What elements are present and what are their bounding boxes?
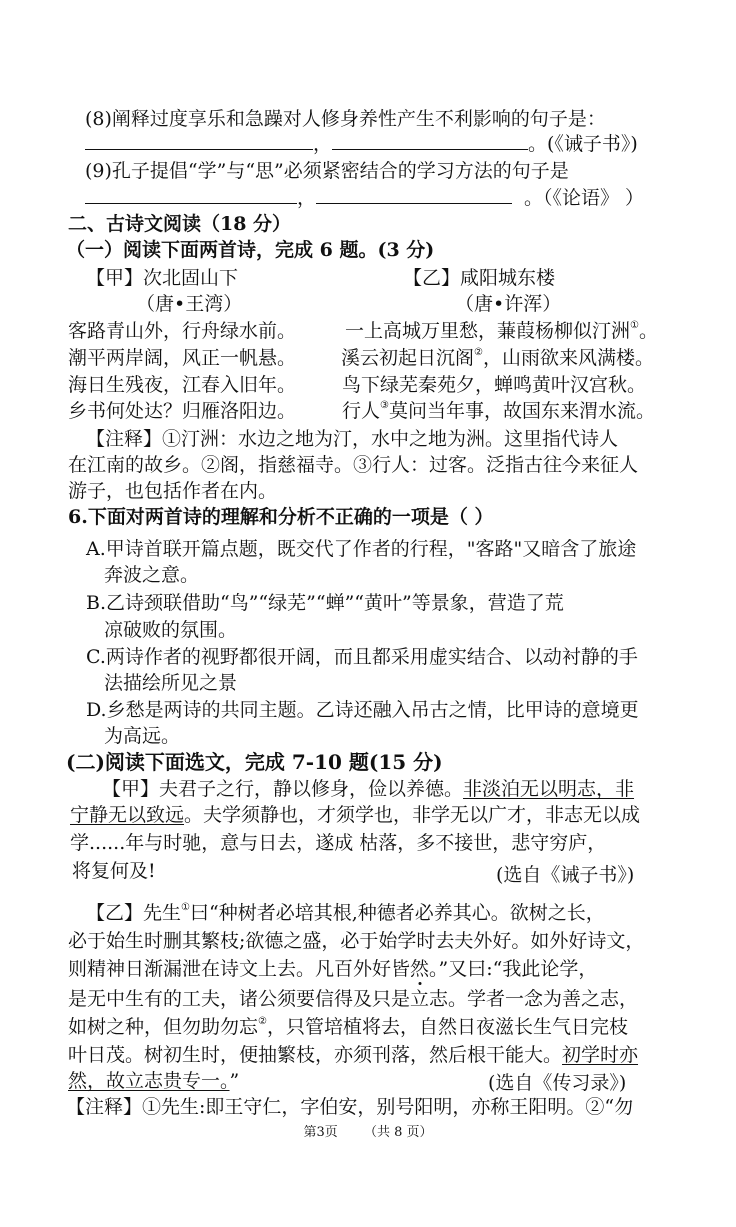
- q8-blank-2[interactable]: [332, 131, 528, 150]
- text-a-line-1: [102, 776, 634, 802]
- poem-b-line-2-end: ，山雨欲来风满楼。: [482, 347, 654, 369]
- note-ref-b1: ①: [181, 902, 190, 913]
- q8-answer-line: [85, 131, 638, 157]
- text-b-line-2: 必于始生时删其繁枝;欲德之盛，必于始学时去夫外好。如外好诗文，: [68, 930, 645, 952]
- text-b-line-7-end: ”: [229, 1070, 240, 1092]
- text-b-line-5-end: ，只管培植将去，自然日夜滋长生气日完枝: [266, 1016, 628, 1038]
- text-a-line-1-text: 【甲】夫君子之行，静以修身，俭以养德。: [102, 778, 464, 800]
- text-b-line-3: [68, 956, 597, 982]
- q9-prompt: [85, 158, 569, 184]
- poem-a-title: 【甲】次北固山下: [86, 267, 239, 289]
- text-a-underlined-2: 宁静无以致远: [70, 804, 185, 826]
- poem-a-line-4: 乡书何处达？归雁洛阳边。: [68, 400, 297, 422]
- text-b-line-3-end: 。”又曰:“我此论学，: [429, 958, 598, 980]
- poem-b-line-2: [341, 345, 654, 371]
- q6-option-a-cont: 奔波之意。: [104, 564, 200, 586]
- note-ref-3: ③: [380, 400, 389, 411]
- text-a-line-2-text: 。夫学须静也，才须学也，非学无以广才，非志无以成: [184, 804, 641, 826]
- text-a-underlined-1: 非淡泊无以明志，非: [463, 778, 635, 800]
- text-b-line-1: [86, 900, 605, 926]
- q6-option-c[interactable]: C.两诗作者的视野都很开阔，而且都采用虚实结合、以动衬静的手: [86, 646, 638, 668]
- text-a-source: (选自《诫子书》): [496, 864, 635, 886]
- text-a-line-3: 学......年与时驰，意与日去，遂成 枯落，多不接世，悲守穷庐，: [70, 832, 607, 854]
- poem-b-line-4-end: 莫问当年事，故国东来渭水流。: [388, 400, 655, 422]
- poem-a-line-2: 潮平两岸阔，风正一帆悬。: [68, 347, 297, 369]
- q8-blank-1[interactable]: [85, 131, 313, 150]
- q9-blank-1[interactable]: [85, 185, 297, 204]
- q8-comma: ，: [313, 133, 333, 155]
- text-b-line-5-text: 如树之种，但勿助勿忘: [68, 1016, 259, 1038]
- text-b-line-3-text: 则精神日渐漏泄在诗文上去。凡百外好皆: [68, 958, 411, 980]
- note-ref-2: ②: [474, 347, 483, 358]
- text-a-line-2: [70, 802, 640, 828]
- q8-prompt: [85, 106, 606, 132]
- poem-b-title: 【乙】咸阳城东楼: [403, 267, 556, 289]
- q9-prompt-text: (9)孔子提倡“学”与“思”必须紧密结合的学习方法的句子是: [85, 160, 569, 182]
- q6-stem: 6.下面对两首诗的理解和分析不正确的一项是（ ）: [68, 506, 494, 528]
- q9-source: 。（《论语》 ）: [524, 187, 645, 209]
- note-ref-b2: ②: [258, 1016, 267, 1027]
- q9-comma: ，: [297, 187, 317, 209]
- text-b-line-1-end: 曰“种树者必培其根,种德者必养其心。欲树之长，: [189, 902, 605, 924]
- poem-b-line-4-text: 行人: [342, 400, 381, 422]
- page-total: （共 8 页）: [363, 1125, 433, 1140]
- q6-option-a[interactable]: A.甲诗首联开篇点题，既交代了作者的行程，"客路"又暗含了旅途: [86, 538, 637, 560]
- q6-option-c-cont: 法描绘所见之景: [104, 672, 238, 694]
- text-b-underlined-1: 初学时亦: [562, 1044, 639, 1066]
- section2-title: 二、古诗文阅读（18 分）: [68, 213, 292, 235]
- q6-option-d-cont: 为高远。: [104, 725, 181, 747]
- poem-notes-line-3: 游子，也包括作者在内。: [68, 480, 278, 502]
- q9-blank-2[interactable]: [316, 185, 512, 204]
- poem-a-line-3: 海日生残夜，江春入旧年。: [68, 374, 297, 396]
- text-b-line-1-text: 【乙】先生: [86, 902, 182, 924]
- part2-title: (二)阅读下面选文，完成 7-10 题(15 分): [66, 750, 443, 774]
- poem-b-line-3: 鸟下绿芜秦苑夕，蝉鸣黄叶汉宫秋。: [342, 374, 647, 396]
- text-b-line-4: 是无中生有的工夫，诸公须要信得及只是立志。学者一念为善之志，: [68, 988, 639, 1010]
- poem-a-author: （唐•王湾）: [136, 293, 243, 315]
- poem-b-author: （唐•许浑）: [455, 293, 562, 315]
- page-footer: [0, 1121, 736, 1140]
- text-a-line-4: 将复何及!: [72, 860, 156, 882]
- poem-b-line-1: [345, 318, 658, 344]
- q6-option-b[interactable]: B.乙诗颈联借助“鸟”“绿芜”“蝉”“黄叶”等景象，营造了荒: [86, 592, 564, 614]
- text-b-source: (选自《传习录》): [488, 1072, 627, 1094]
- poem-b-line-1-text: 一上高城万里愁，蒹葭杨柳似汀洲: [345, 320, 631, 342]
- q6-option-b-cont: 凉破败的氛围。: [104, 619, 238, 641]
- q8-prompt-text: (8)阐释过度享乐和急躁对人修身养性产生不利影响的句子是：: [85, 108, 606, 130]
- text-b-note: 【注释】①先生:即王守仁，字伯安，别号阳明，亦称王阳明。②“勿: [66, 1096, 634, 1118]
- poem-a-line-1: 客路青山外，行舟绿水前。: [68, 320, 297, 342]
- q9-answer-line: [85, 185, 644, 211]
- q8-source: 。(《诫子书》): [528, 133, 638, 155]
- text-b-line-6: [68, 1042, 638, 1068]
- note-ref-1: ①: [630, 320, 639, 331]
- poem-notes-line-2: 在江南的故乡。②阁，指慈福寺。③行人：过客。泛指古往今来征人: [68, 454, 639, 476]
- text-b-line-6-text: 叶日茂。树初生时，便抽繁枝，亦须刊落，然后根干能大。: [68, 1044, 563, 1066]
- poem-b-line-1-end: 。: [638, 320, 658, 342]
- part1-title: （一）阅读下面两首诗，完成 6 题。(3 分): [66, 239, 435, 261]
- poem-notes-line-1: 【注释】①汀洲：水边之地为汀，水中之地为洲。这里指代诗人: [86, 428, 619, 450]
- poem-b-line-4: [342, 398, 655, 424]
- poem-b-line-2-text: 溪云初起日沉阁: [341, 347, 475, 369]
- page-number: 第3页: [303, 1125, 338, 1140]
- text-b-line-7: [68, 1068, 239, 1094]
- q6-option-d[interactable]: D.乡愁是两诗的共同主题。乙诗还融入吊古之情，比甲诗的意境更: [86, 699, 639, 721]
- text-b-underlined-2: 然，故立志贵专一。: [68, 1070, 230, 1092]
- emphasis-dot-char: 然: [410, 958, 430, 980]
- text-b-line-5: [68, 1014, 628, 1040]
